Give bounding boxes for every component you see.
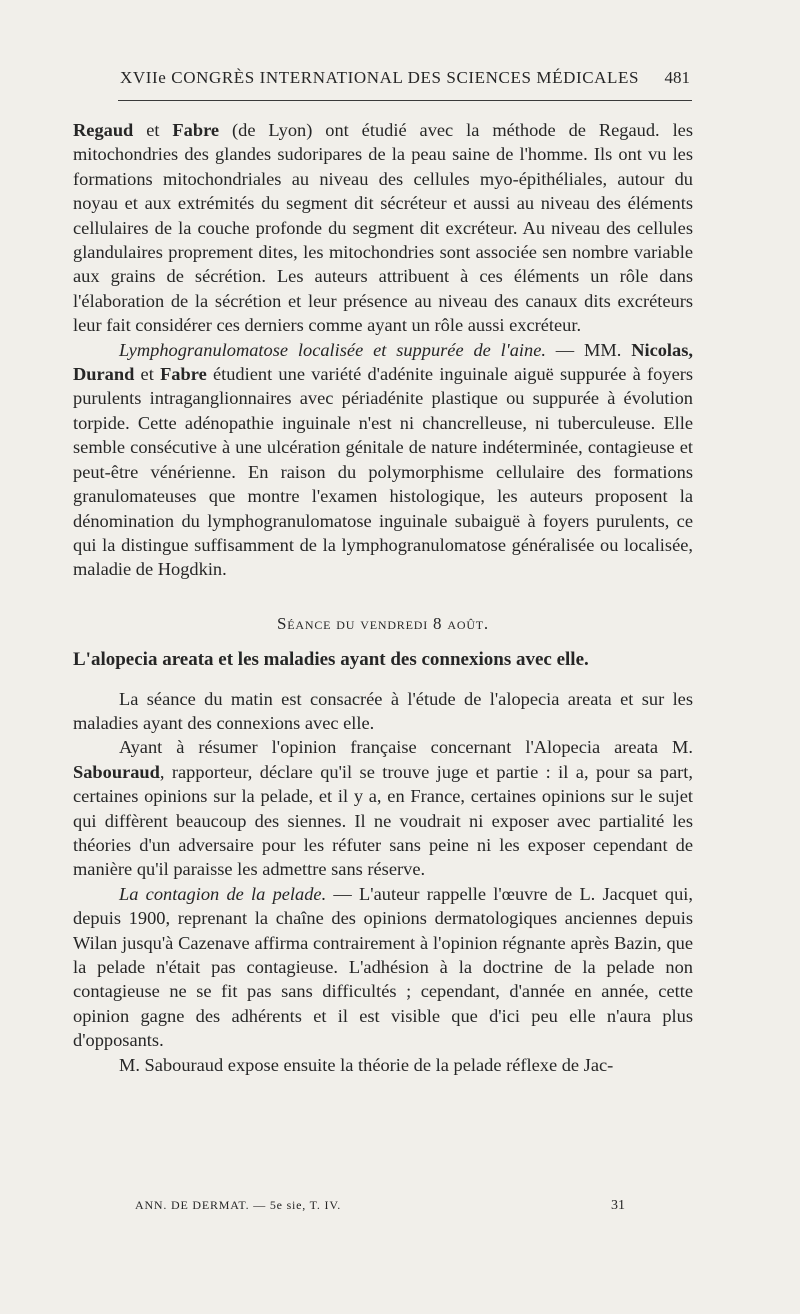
section-title: La contagion de la pelade. xyxy=(119,883,327,904)
text-run: et xyxy=(134,364,161,385)
paragraph-contagion xyxy=(73,882,693,1053)
author-name: Regaud xyxy=(73,120,134,140)
text-run: Ayant à résumer l'opinion française concernant l'Alopecia areata M. xyxy=(119,737,693,758)
text-run: , rapporteur, déclare qu'il se trouve juge et partie : il a, pour sa part, certaines opinions sur la pelade, et il y a, en France, certaines opinions sur le sujet qui diffèrent beaucoup des siennes. Il ne voudrait ni exposer avec partialité les théories d'un adversaire pour les réfuter sans peine ni les exposer cependant de manière qu'il paraisse les admettre sans réserve. xyxy=(73,761,693,880)
running-header xyxy=(120,68,690,88)
paragraph-seance-matin: La séance du matin est consacrée à l'étude de l'alopecia areata et sur les maladies ayant des connexions avec elle. xyxy=(73,688,693,733)
text-run: et xyxy=(133,120,173,140)
text-run: étudient une variété d'adénite inguinale aiguë suppurée à foyers purulents intraganglionnaires avec périadénite plastique ou suppurée à évolution torpide. Cette adénopathie inguinale n'est ni chancrelleuse, ni tuberculeuse. Elle semble consécutive à une ulcération génitale de nature indéterminée, contagieuse et peut-être vénérienne. En raison du polymorphisme cellulaire des formations granulomateuses que montre l'examen histologique, les auteurs proposent la dénomination du lymphogranulomatose inguinale subaiguë à foyers purulents, ce qui la distingue suffisamment de la lymphogranulomatose généralisée ou localisée, maladie de Hogdkin. xyxy=(73,364,694,580)
author-name: Fabre xyxy=(172,120,220,140)
journal-reference: ANN. DE DERMAT. — 5e sie, T. IV. xyxy=(135,1198,342,1212)
abstract-title: Lymphogranulomatose localisée et suppurée de l'aine. xyxy=(119,339,546,360)
paragraph-sabouraud-opinion xyxy=(73,735,693,881)
paragraph-lymphogranulomatose xyxy=(73,338,693,582)
header-rule xyxy=(118,100,692,101)
author-name: Fabre xyxy=(160,364,207,385)
session-heading: Séance du vendredi 8 août. xyxy=(277,613,489,633)
text-run: (de Lyon) ont étudié avec la méthode de Regaud. les mitochondries des glandes sudoripares de la peau saine de l'homme. Ils ont vu les formations mitochondriales au niveau des cellules myo-épithéliales, autour du noyau et aux extrémités du segment dit sécréteur et aussi au niveau des éléments cellulaires de la couche profonde du segment dit excréteur. Au niveau des cellules glandulaires proprement dites, les mitochondries sont associée sen nombre variable aux grains de sécrétion. Les auteurs attribuent à ces éléments un rôle dans l'élaboration de la sécrétion et leur présence au niveau des canaux dits excréteurs leur fait considérer ces derniers comme ayant un rôle aussi excréteur. xyxy=(73,120,693,336)
page-footer xyxy=(135,1198,625,1214)
text-run: — L'auteur rappelle l'œuvre de L. Jacquet qui, depuis 1900, reprenant la chaîne des opinions dermatologiques anciennes depuis Wilan jusqu'à Cazenave affirma contrairement à l'opinion régnante après Bazin, que la pelade n'était pas contagieuse. L'adhésion à la doctrine de la pelade non contagieuse ne se fit pas sans difficultés ; cependant, d'année en année, cette opinion gagne des adhérents et il est visible que d'ici peu elle n'aura plus d'opposants. xyxy=(73,883,693,1051)
body-text xyxy=(73,118,693,1077)
paragraph-regaud-fabre xyxy=(73,118,693,338)
text-run: — MM. xyxy=(545,339,632,360)
running-title: XVIIe CONGRÈS INTERNATIONAL DES SCIENCES MÉDICALES xyxy=(120,68,640,87)
author-name: Nicolas, Durand xyxy=(73,339,693,385)
topic-heading: L'alopecia areata et les maladies ayant des connexions avec elle. xyxy=(73,649,589,671)
author-name: Sabouraud xyxy=(73,761,160,782)
signature-mark: 31 xyxy=(611,1198,625,1213)
paragraph-pelade-reflexe: M. Sabouraud expose ensuite la théorie de la pelade réflexe de Jac- xyxy=(119,1054,614,1075)
page-number: 481 xyxy=(664,68,690,87)
